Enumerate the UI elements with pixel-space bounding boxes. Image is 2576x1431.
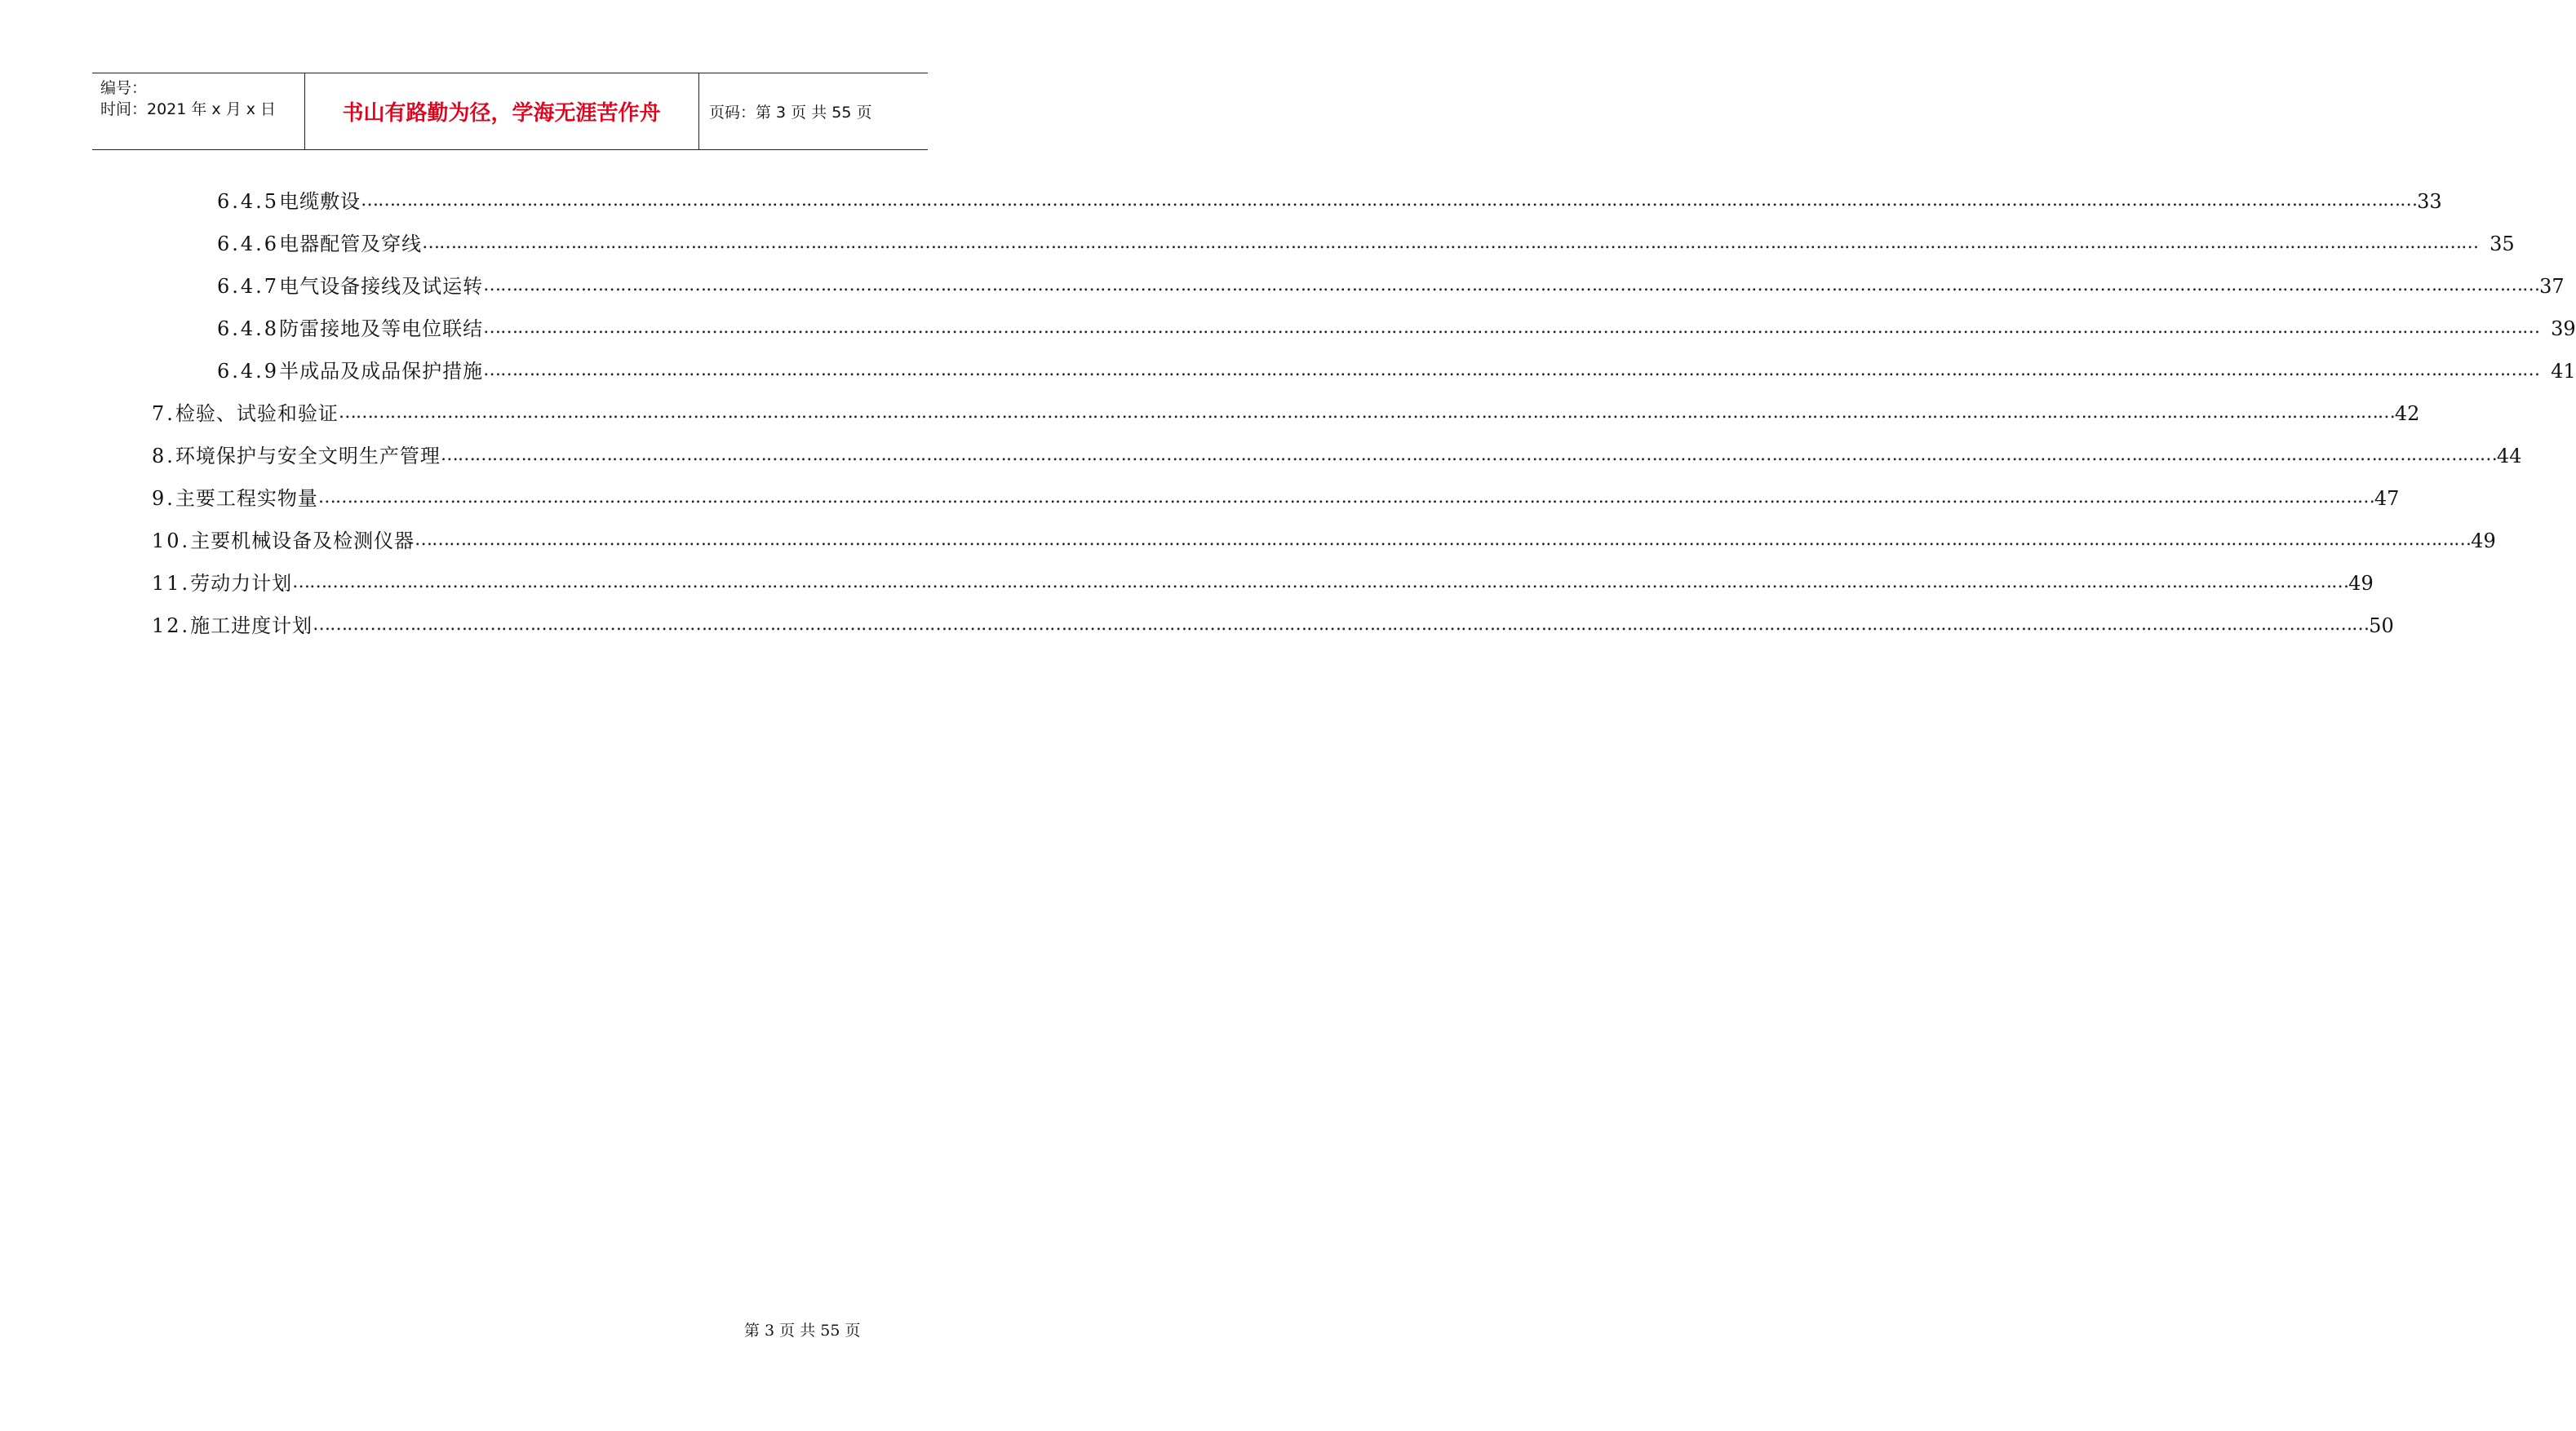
toc-entry-number: 6.4.6: [217, 233, 280, 255]
toc-entry-number: 6.4.5: [217, 190, 280, 213]
toc-entry-number: 7.: [152, 402, 175, 425]
toc-entry: [217, 181, 2442, 214]
header-meta-cell: [92, 73, 305, 149]
toc-leader-dots: ………………………………………………………………………………………………………………………………………………………………………………………………………………………………………………………………………………………………………………………………: [483, 317, 2540, 338]
toc-entry-number: 12.: [152, 614, 191, 637]
toc-entry: [152, 436, 2522, 468]
toc-entry-number: 11.: [152, 572, 191, 595]
toc-leader-dots: ………………………………………………………………………………………………………………………………………………………………………………………………………………………………………………………………………………………………………………………………: [317, 487, 2374, 507]
toc-entry-page: 49: [2471, 529, 2496, 552]
toc-entry-number: 8.: [152, 445, 175, 467]
toc-entry-page: 49: [2348, 572, 2374, 595]
page-header: [92, 73, 928, 150]
toc-entry-title: 主要工程实物量: [175, 487, 318, 510]
toc-entry: [217, 224, 2515, 256]
toc-leader-dots: ………………………………………………………………………………………………………………………………………………………………………………………………………………………………………………………………………………………………………………………………: [483, 360, 2540, 380]
toc-entry: [217, 266, 2565, 299]
header-motto: 书山有路勤为径，学海无涯苦作舟: [342, 101, 661, 126]
toc-entry-title: 半成品及成品保护措施: [279, 360, 484, 383]
header-page-cell: [699, 73, 928, 149]
toc-leader-dots: ………………………………………………………………………………………………………………………………………………………………………………………………………………………………………………………………………………………………………………………………: [361, 190, 2418, 210]
toc-entry-title: 电气设备接线及试运转: [279, 275, 484, 298]
toc-leader-dots: ………………………………………………………………………………………………………………………………………………………………………………………………………………………………………………………………………………………………………………………………: [483, 275, 2540, 295]
toc-entry: [152, 605, 2394, 638]
toc-entry-title: 防雷接地及等电位联结: [279, 317, 484, 340]
toc-entry-number: 6.4.8: [217, 317, 280, 340]
toc-entry-title: 电缆敷设: [279, 190, 361, 213]
document-number-label: 编号：: [100, 79, 148, 97]
toc-entry-number: 10.: [152, 529, 191, 552]
toc-entry: [152, 393, 2420, 426]
toc-entry-page: 41: [2551, 360, 2576, 383]
toc-entry: [217, 308, 2576, 341]
toc-entry-page: 33: [2417, 190, 2442, 213]
toc-entry-page: 44: [2496, 445, 2522, 467]
footer-page-number: 第 3 页 共 55 页: [744, 1322, 861, 1340]
toc-entry-page: 47: [2374, 487, 2400, 510]
toc-leader-dots: ………………………………………………………………………………………………………………………………………………………………………………………………………………………………………………………………………………………………………………………………: [338, 402, 2395, 423]
header-page-code: 页码：第 3 页 共 55 页: [709, 104, 872, 122]
toc-leader-dots: ………………………………………………………………………………………………………………………………………………………………………………………………………………………………………………………………………………………………………………………………: [415, 529, 2472, 550]
toc-leader-dots: ………………………………………………………………………………………………………………………………………………………………………………………………………………………………………………………………………………………………………………………………: [292, 572, 2349, 592]
toc-entry-title: 主要机械设备及检测仪器: [190, 529, 415, 552]
toc-entry-number: 9.: [152, 487, 175, 510]
toc-entry-title: 检验、试验和验证: [175, 402, 339, 425]
toc-leader-dots: ………………………………………………………………………………………………………………………………………………………………………………………………………………………………………………………………………………………………………………………………: [440, 445, 2497, 465]
header-motto-cell: [304, 73, 699, 149]
toc-entry: [217, 351, 2576, 383]
toc-entry-number: 6.4.7: [217, 275, 280, 298]
toc-leader-dots: ………………………………………………………………………………………………………………………………………………………………………………………………………………………………………………………………………………………………………………………………: [313, 614, 2370, 635]
toc-entry-page: 42: [2394, 402, 2420, 425]
toc-entry-title: 电器配管及穿线: [279, 233, 423, 255]
toc-leader-dots: ………………………………………………………………………………………………………………………………………………………………………………………………………………………………………………………………………………………………………………………………: [422, 233, 2479, 253]
toc-entry: [152, 521, 2496, 553]
toc-entry-page: 37: [2539, 275, 2565, 298]
toc-entry: [152, 478, 2400, 511]
document-time-label: 时间：2021 年 x 月 x 日: [100, 100, 277, 118]
toc-entry-number: 6.4.9: [217, 360, 280, 383]
toc-entry-title: 劳动力计划: [190, 572, 293, 595]
toc-entry-title: 环境保护与安全文明生产管理: [175, 445, 441, 467]
toc-entry-page: 50: [2369, 614, 2394, 637]
toc-entry-title: 施工进度计划: [190, 614, 313, 637]
toc-entry-page: 35: [2490, 233, 2515, 255]
toc-entry: [152, 563, 2374, 596]
toc-entry-page: 39: [2551, 317, 2576, 340]
